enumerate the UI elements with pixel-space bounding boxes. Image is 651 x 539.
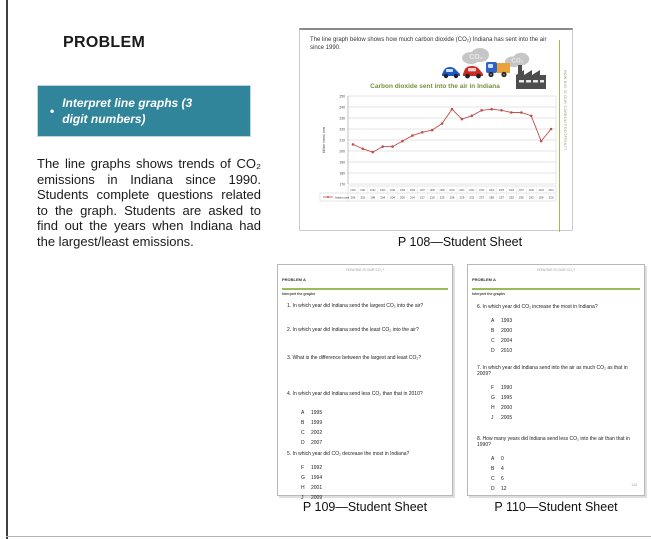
data-point	[480, 109, 483, 112]
question-text: 7. In which year did Indiana send into the air as much CO₂ as that in 2009?	[477, 365, 628, 377]
svg-text:1990: 1990	[350, 189, 356, 192]
worksheet-title: PROBLEM A	[282, 277, 306, 282]
factory-icon	[514, 63, 548, 95]
answer-option: C 2004	[491, 338, 513, 344]
svg-text:238: 238	[449, 195, 455, 200]
caption-p110: P 110—Student Sheet	[494, 500, 618, 514]
worksheet-subtitle: HOW BIG IS OUR CO₂?	[345, 268, 385, 272]
answer-option: G 1994	[301, 475, 323, 481]
question	[287, 355, 446, 361]
svg-text:240: 240	[339, 105, 345, 110]
svg-text:220: 220	[339, 127, 345, 132]
question	[287, 391, 446, 448]
svg-text:2009: 2009	[538, 189, 544, 192]
svg-text:206: 206	[350, 195, 356, 200]
svg-text:1996: 1996	[409, 189, 416, 192]
student-sheet-109	[277, 264, 453, 501]
svg-text:CO₂: CO₂	[511, 57, 524, 65]
answer-option: B 1999	[301, 420, 323, 426]
answer-option: C 2002	[301, 430, 323, 436]
worksheet-header	[278, 265, 452, 296]
svg-text:2003: 2003	[479, 189, 485, 192]
answer-option: D 12	[491, 486, 507, 492]
question-list	[468, 304, 644, 494]
red-car-icon	[462, 65, 484, 84]
question-text: 3. What is the difference between the largest and least CO₂?	[287, 355, 422, 361]
page-number: 110	[631, 483, 637, 487]
question	[477, 436, 638, 494]
data-point	[381, 145, 384, 148]
svg-text:238: 238	[489, 195, 495, 200]
svg-text:2001: 2001	[459, 189, 465, 192]
data-point	[550, 128, 553, 131]
sheet-side-rule	[559, 40, 560, 232]
svg-text:250: 250	[339, 94, 345, 99]
data-point	[540, 140, 543, 143]
data-point	[441, 122, 444, 125]
question-text: 2. In which year did Indiana send the least CO₂ into the air?	[287, 327, 419, 333]
svg-text:200: 200	[339, 149, 345, 154]
data-point	[391, 145, 394, 148]
question	[477, 365, 638, 423]
blue-car-icon	[441, 66, 461, 84]
caption-p109: P 109—Student Sheet	[302, 500, 428, 514]
svg-text:232: 232	[528, 195, 534, 200]
svg-text:1994: 1994	[389, 189, 396, 192]
answer-option: B 2000	[491, 328, 513, 334]
svg-text:237: 237	[499, 195, 504, 200]
question-text: 4. In which year did Indiana send less CO₂ than that in 2010?	[287, 391, 423, 397]
option-list	[477, 383, 638, 423]
svg-text:2004: 2004	[488, 189, 495, 192]
slide-left-border	[6, 0, 8, 539]
svg-text:217: 217	[419, 195, 425, 200]
svg-text:220: 220	[548, 195, 554, 200]
question-text: 1. In which year did Indiana send the largest CO₂ into the air?	[287, 303, 424, 309]
svg-text:1995: 1995	[399, 189, 406, 192]
header-rule	[472, 288, 640, 290]
svg-text:2008: 2008	[528, 189, 534, 192]
worksheet-title: PROBLEM A	[472, 277, 496, 282]
svg-text:210: 210	[339, 138, 345, 143]
svg-text:Million metric tons: Million metric tons	[322, 126, 326, 154]
data-point	[461, 118, 464, 121]
answer-option: F 1992	[301, 465, 323, 471]
worksheet-section: Interpret the graphs	[282, 292, 316, 296]
question-text: 6. In which year did CO₂ increase the most in Indiana?	[477, 304, 598, 310]
svg-text:1999: 1999	[439, 189, 445, 192]
caption-p108: P 108—Student Sheet	[397, 235, 523, 249]
svg-text:225: 225	[439, 195, 445, 200]
answer-option: J 2009	[301, 495, 323, 501]
truck-icon	[485, 60, 511, 83]
answer-option: A 1995	[301, 410, 323, 416]
svg-text:214: 214	[409, 195, 415, 200]
question-list	[278, 303, 452, 503]
sheet-side-text: HOW BIG IS OUR CARBON FOOTPRINT?	[563, 70, 567, 151]
svg-text:209: 209	[400, 195, 405, 200]
bullet-icon: •	[50, 104, 55, 118]
svg-text:235: 235	[518, 195, 524, 200]
svg-text:202: 202	[360, 195, 366, 200]
svg-text:1993: 1993	[380, 189, 386, 192]
svg-text:2000: 2000	[449, 189, 455, 192]
question	[287, 303, 446, 309]
svg-text:2006: 2006	[508, 189, 515, 192]
svg-text:237: 237	[479, 195, 485, 200]
svg-text:209: 209	[538, 195, 544, 200]
sheet-intro-text: The line graph below shows how much carbon dioxide (CO₂) Indiana has sent into the air since 1990.	[310, 37, 547, 51]
answer-option: J 2005	[491, 415, 513, 421]
worksheet-header	[468, 265, 644, 296]
data-point	[421, 131, 424, 134]
svg-text:230: 230	[339, 116, 345, 121]
problem-description: The line graphs shows trends of CO₂ emissions in Indiana since 1990. Students complete questions related to the graph. Students are asked to find out the years when Indiana had the largest/least emissions.	[37, 156, 261, 249]
svg-text:1991: 1991	[360, 189, 366, 192]
svg-text:2002: 2002	[469, 189, 475, 192]
data-point	[500, 109, 503, 112]
data-point	[530, 115, 533, 118]
svg-text:180: 180	[339, 171, 345, 176]
chart-title: Carbon dioxide sent into the air in Indiana	[370, 83, 500, 90]
svg-text:2007: 2007	[518, 189, 524, 192]
question	[287, 451, 446, 503]
svg-text:190: 190	[339, 160, 345, 165]
svg-text:204: 204	[390, 195, 395, 200]
data-point	[352, 143, 355, 146]
answer-option: H 2001	[301, 485, 323, 491]
option-list	[477, 316, 638, 356]
data-point	[401, 140, 404, 143]
svg-text:Indiana total: Indiana total	[335, 196, 350, 200]
student-sheet-108	[299, 28, 573, 231]
co2-line-chart	[318, 92, 564, 210]
data-point	[490, 108, 493, 111]
data-point	[371, 151, 374, 154]
slide-bottom-border	[6, 536, 651, 537]
data-point	[451, 108, 454, 111]
objective-text: Interpret line graphs (3 digit numbers)	[62, 96, 193, 126]
answer-option: H 2000	[491, 405, 513, 411]
question-text: 5. In which year did CO₂ decrease the most in Indiana?	[287, 451, 410, 457]
option-list	[287, 463, 446, 503]
answer-option: D 2007	[301, 440, 323, 446]
question-text: 8. How many years did Indiana send less CO₂ into the air than that in 1990?	[477, 436, 630, 448]
svg-text:199: 199	[370, 195, 376, 200]
question	[287, 327, 446, 333]
answer-option: B 4	[491, 466, 504, 472]
answer-option: A 1993	[491, 318, 513, 324]
objective-callout	[37, 85, 251, 137]
svg-text:1997: 1997	[419, 189, 425, 192]
data-point	[362, 148, 365, 151]
svg-text:229: 229	[459, 195, 465, 200]
answer-option: D 2010	[491, 348, 513, 354]
data-point	[510, 111, 513, 114]
svg-text:1992: 1992	[370, 189, 376, 192]
svg-text:CO₂: CO₂	[469, 54, 483, 61]
svg-text:232: 232	[469, 195, 475, 200]
svg-text:204: 204	[380, 195, 386, 200]
page-title: PROBLEM	[63, 34, 146, 51]
answer-option: C 6	[491, 476, 504, 482]
svg-text:1998: 1998	[429, 189, 435, 192]
svg-text:170: 170	[339, 182, 345, 187]
answer-option: A 0	[491, 456, 504, 462]
option-list	[287, 408, 446, 448]
data-point	[520, 111, 523, 114]
svg-text:2010: 2010	[548, 189, 554, 192]
worksheet-subtitle: HOW BIG IS OUR CO₂?	[536, 268, 576, 272]
answer-option: F 1990	[491, 385, 513, 391]
answer-option: G 1995	[491, 395, 513, 401]
student-sheet-110	[467, 264, 645, 496]
svg-text:219: 219	[429, 195, 435, 200]
data-point	[431, 129, 434, 132]
option-list	[477, 454, 638, 494]
svg-text:2005: 2005	[498, 189, 505, 192]
header-rule	[282, 288, 448, 290]
worksheet-section: Interpret the graphs	[472, 292, 506, 296]
chart-svg	[318, 92, 564, 210]
data-point	[471, 115, 474, 118]
svg-text:235: 235	[509, 195, 514, 200]
data-point	[411, 134, 414, 137]
question	[477, 304, 638, 356]
